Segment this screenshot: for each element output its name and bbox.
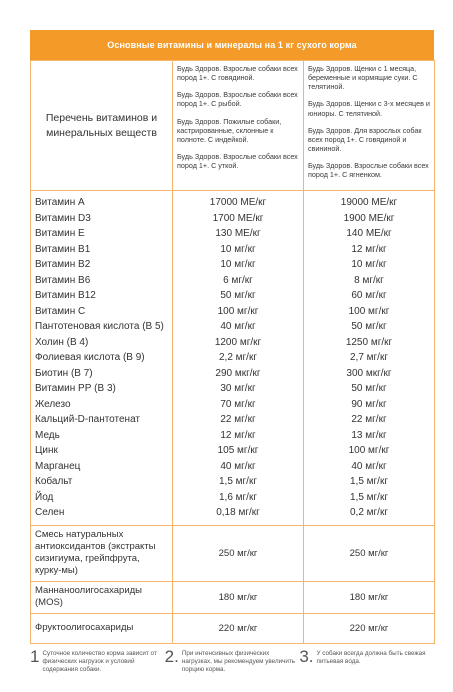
footnote (30, 648, 165, 675)
extra-value-1: 250 мг/кг (173, 525, 304, 581)
vitamin-values-2 (304, 191, 435, 526)
vitamin-value: 100 мг/кг (217, 305, 259, 317)
vitamin-value: 12 мг/кг (351, 243, 387, 255)
vitamin-value: 140 МЕ/кг (346, 228, 392, 239)
vitamin-value: 10 мг/кг (220, 259, 256, 270)
vitamin-name: Витамин С (35, 305, 86, 317)
nutrition-sheet (30, 30, 434, 644)
vitamin-value: 300 мкг/кг (346, 367, 392, 379)
vitamin-value: 2,2 мг/кг (218, 352, 257, 363)
vitamin-value: 60 мг/кг (351, 290, 387, 301)
extra-value-1: 180 мг/кг (173, 581, 304, 613)
vitamin-value: 12 мг/кг (220, 429, 256, 441)
vitamin-value: 17000 МЕ/кг (209, 197, 267, 208)
vitamin-value: 30 мг/кг (220, 383, 256, 394)
product-list-1 (173, 61, 304, 191)
vitamin-value: 0,18 мг/кг (216, 507, 260, 518)
product-name: Будь Здоров. Взрослые собаки всех пород 1+. С ягненком. (308, 161, 429, 180)
vitamin-value: 100 мг/кг (348, 305, 390, 317)
vitamin-value: 19000 МЕ/кг (340, 197, 398, 208)
extra-value-2: 220 мг/кг (304, 613, 435, 643)
product-name: Будь Здоров. Пожилые собаки, кастрированные, склонные к полноте. С индейкой. (177, 116, 282, 144)
extra-name: Фруктоолигосахариды (31, 613, 173, 643)
vitamin-name: Витамин В1 (35, 243, 91, 255)
vitamin-value: 290 мкг/кг (215, 367, 261, 379)
vitamin-name: Витамин РР (В 3) (35, 383, 116, 394)
vitamin-value: 1,5 мг/кг (218, 476, 257, 487)
vitamin-value: 1,5 мг/кг (349, 491, 388, 503)
extra-value-1: 220 мг/кг (173, 613, 304, 643)
vitamin-name: Фолиевая кислота (В 9) (35, 352, 145, 363)
vitamin-value: 1250 мг/кг (345, 336, 393, 348)
product-name: Будь Здоров. Для взрослых собак всех пород 1+. С говядиной и свининой. (308, 125, 422, 153)
extra-name: Маннаноолигосахариды (MOS) (31, 581, 173, 613)
vitamin-value: 50 мг/кг (351, 383, 387, 394)
vitamin-value: 50 мг/кг (220, 290, 256, 301)
vitamin-value: 10 мг/кг (351, 259, 387, 270)
footnote-text: У собаки всегда должна быть свежая питьевая вода. (316, 650, 426, 666)
vitamin-value: 1700 МЕ/кг (212, 212, 264, 224)
vitamin-name: Витамин В12 (35, 290, 96, 301)
product-name: Будь Здоров. Щенки с 3-х месяцев и юниоры. С телятиной. (308, 99, 430, 118)
vitamin-name: Холин (В 4) (35, 336, 89, 348)
vitamin-name: Железо (35, 398, 71, 410)
vitamin-values-1 (173, 191, 304, 526)
vitamin-value: 40 мг/кг (351, 460, 387, 472)
vitamin-value: 1900 МЕ/кг (343, 212, 395, 224)
vitamin-value: 40 мг/кг (220, 321, 256, 332)
extra-value-2: 180 мг/кг (304, 581, 435, 613)
product-name: Будь Здоров. Взрослые собаки всех пород 1+. С рыбой. (177, 90, 298, 109)
footnote-text: Суточное количество корма зависит от физических нагрузок и условий содержания собаки. (42, 650, 157, 674)
vitamin-name: Кальций-D-пантотенат (35, 414, 140, 425)
extra-value-2: 250 мг/кг (304, 525, 435, 581)
vitamins-block (31, 191, 435, 526)
vitamin-value: 22 мг/кг (220, 414, 256, 425)
vitamin-value: 40 мг/кг (220, 460, 256, 472)
vitamin-value: 0,2 мг/кг (349, 507, 388, 518)
vitamin-value: 22 мг/кг (351, 414, 387, 425)
product-name: Будь Здоров. Взрослые собаки всех пород 1+. С уткой. (177, 151, 298, 171)
vitamin-value: 100 мг/кг (348, 445, 390, 456)
footnote-number: 1 (30, 647, 40, 666)
vitamin-value: 2,7 мг/кг (349, 352, 388, 363)
vitamin-value: 8 мг/кг (354, 274, 384, 286)
vitamin-value: 70 мг/кг (220, 398, 256, 410)
footnote (165, 648, 300, 675)
vitamin-value: 6 мг/кг (223, 274, 253, 286)
vitamin-name: Биотин (В 7) (35, 367, 93, 379)
vitamin-name: Витамин D3 (35, 212, 91, 224)
extra-name: Смесь натуральных антиоксидантов (экстракты сизигиума, грейпфрута, курку-мы) (31, 525, 173, 581)
footnote-text: При интенсивных физических нагрузках, мы рекомендуем увеличить порцию корма. (181, 650, 296, 674)
vitamin-value: 130 МЕ/кг (215, 228, 261, 239)
vitamin-name: Пантотеновая кислота (В 5) (35, 321, 164, 332)
table-title: Основные витамины и минералы на 1 кг сухого корма (30, 30, 434, 60)
vitamin-name: Марганец (35, 460, 81, 472)
product-name: Будь Здоров. Щенки с 1 месяца, беременные и кормящие суки. С телятиной. (308, 64, 418, 92)
vitamin-table (30, 60, 435, 644)
vitamin-names (31, 191, 173, 526)
vitamin-value: 1,5 мг/кг (349, 476, 388, 487)
footnote-number: 3. (299, 647, 314, 666)
extra-row (31, 581, 435, 613)
vitamin-name: Витамин А (35, 197, 85, 208)
product-list-2 (304, 61, 435, 191)
header-label: Перечень витаминов и минеральных веществ (31, 61, 173, 191)
product-name: Будь Здоров. Взрослые собаки всех пород 1+. С говядиной. (177, 64, 298, 83)
vitamin-name: Медь (35, 429, 60, 441)
vitamin-name: Селен (35, 507, 65, 518)
vitamin-name: Цинк (35, 445, 58, 456)
footnote (299, 648, 434, 675)
vitamin-value: 1200 мг/кг (214, 336, 262, 348)
vitamin-name: Витамин Е (35, 228, 85, 239)
vitamin-name: Кобальт (35, 476, 73, 487)
vitamin-value: 50 мг/кг (351, 321, 387, 332)
vitamin-name: Витамин В2 (35, 259, 91, 270)
header-row (31, 61, 435, 191)
extra-row (31, 525, 435, 581)
extra-row (31, 613, 435, 643)
footnotes (30, 648, 434, 675)
vitamin-name: Витамин В6 (35, 274, 91, 286)
vitamin-value: 10 мг/кг (220, 243, 256, 255)
footnote-number: 2. (164, 647, 179, 666)
vitamin-value: 13 мг/кг (351, 429, 387, 441)
vitamin-value: 90 мг/кг (351, 398, 387, 410)
vitamin-name: Йод (35, 491, 54, 503)
vitamin-value: 1,6 мг/кг (218, 491, 257, 503)
vitamin-value: 105 мг/кг (217, 445, 259, 456)
